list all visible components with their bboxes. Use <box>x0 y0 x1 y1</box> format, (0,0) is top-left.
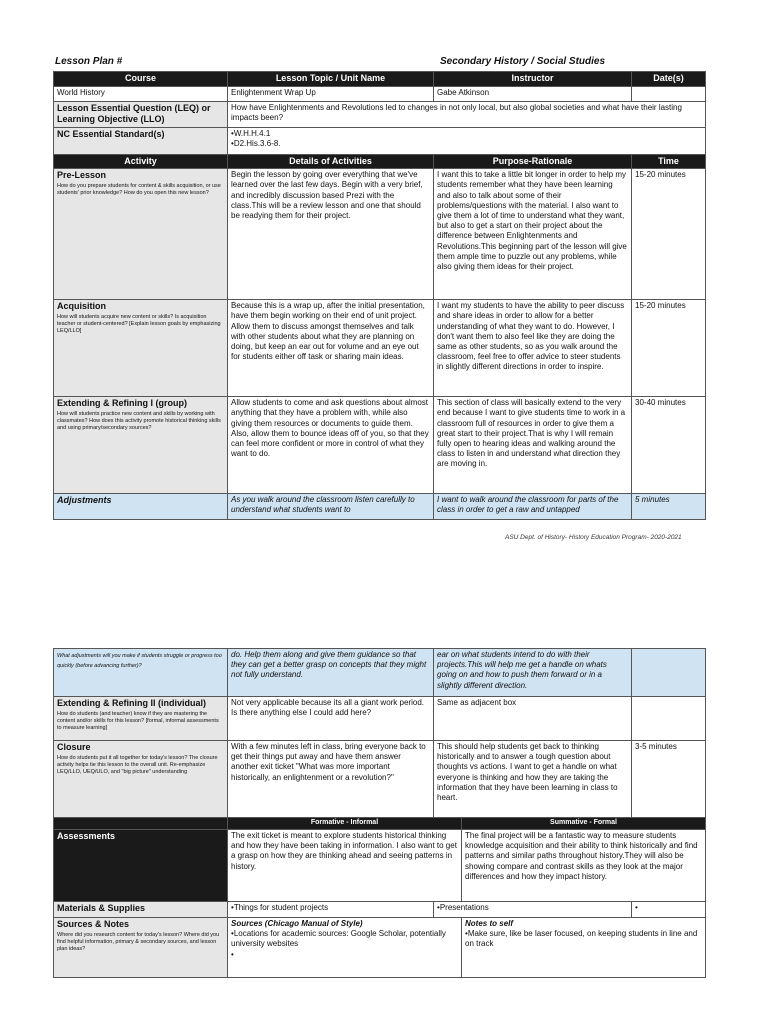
extend1-label: Extending & Refining I (group) How will students practice new content and skills by working with classmates? How does this activity promote historical thinking skills and using primary/secondary sources? <box>54 397 228 494</box>
adjustments-details-a: As you walk around the classroom listen carefully to understand what students want to <box>228 494 434 520</box>
topic-value: Enlightenment Wrap Up <box>228 86 434 101</box>
extend2-time <box>632 697 706 741</box>
prelesson-purpose: I want this to take a little bit longer in order to help my students remember what they have been learning and also to talk about some of their problems/questions with the material. I also want to give them a lot of time to understand what they want, but also to get a start on their project about the difference between Enlightenments and Revolutions.This beginning part of the lesson will give them ample time to puzzle out any problems, while also giving them ideas for their project. <box>434 169 632 300</box>
adjustments-details-b: do. Help them along and give them guidance so that they can get a better grasp on concepts that they might not fully understand. <box>228 649 434 697</box>
standards-value <box>228 127 706 154</box>
extend2-details: Not very applicable because its all a giant work period. Is there anything else I could add here? <box>228 697 434 741</box>
closure-label: Closure How do students put it all together for today's lesson? The closure activity helps tie this lesson to the overall unit. Re-emphasize LEQ/LLO, UEQ/ULO, and "big picture" understanding <box>54 741 228 818</box>
closure-details: With a few minutes left in class, bring everyone back to get their things put away and have them answer another exit ticket "What was more important historically, an enlightenment or a revolution?" <box>228 741 434 818</box>
adjustments-purpose-b: ear on what students intend to do with their projects.This will help me get a handle on whats going on and how to push them forward or in a slightly different direction. <box>434 649 632 697</box>
extend1-purpose: This section of class will basically extend to the very end because I want to give students time to work in a classroom full of resources in order to give them a great start to their project.That is why I will remain fully open to hearing ideas and walking around the class to listen in and understand what direction they are moving in. <box>434 397 632 494</box>
chicago-title: Sources (Chicago Manual of Style) <box>231 919 363 928</box>
instructor-value: Gabe Atkinson <box>434 86 632 101</box>
standard-item: • D2.His.3.6-8. <box>231 139 702 149</box>
note-item: • Make sure, like be laser focused, on keeping students in line and on track <box>465 929 702 949</box>
assessments-label: Assessments <box>54 830 228 902</box>
extend1-details: Allow students to come and ask questions about almost anything that they have a problem with, while also giving them resources or documents to guide them. Also, allow them to bounce ideas off of you, so that they can feel more confident or more in control of what they want to do. <box>228 397 434 494</box>
lesson-plan-table-page-1 <box>53 71 706 520</box>
source-item: • Locations for academic sources: Google Scholar, potentially university websites <box>231 929 458 949</box>
adjustments-label: Adjustments <box>54 494 228 520</box>
materials-item: • Things for student projects <box>228 902 434 918</box>
program-title: Secondary History / Social Studies <box>440 56 606 67</box>
details-header: Details of Activities <box>228 154 434 169</box>
extend2-label: Extending & Refining II (individual) How do students (and teacher) know if they are mastering the content and/or skills for this lesson? [formal, informal assessments to measure learning] <box>54 697 228 741</box>
closure-purpose: This should help students get back to thinking historically and to answer a tough question about thoughts vs actions. I want to get a handle on what everyone is thinking and how they are taking the information that they have been learning in class to heart. <box>434 741 632 818</box>
time-header: Time <box>632 154 706 169</box>
source-item <box>231 950 458 960</box>
instructor-header: Instructor <box>434 72 632 87</box>
formative-header: Formative - Informal <box>228 818 462 830</box>
sources-label: Sources & Notes Where did you research content for today's lesson? Where did you find helpful information, primary & secondary sources, and lesson plan ideas? <box>54 918 228 978</box>
notes-title: Notes to self <box>465 919 514 928</box>
extend2-purpose: Same as adjacent box <box>434 697 632 741</box>
prelesson-time: 15-20 minutes <box>632 169 706 300</box>
assess-header-blank <box>54 818 228 830</box>
closure-time: 3-5 minutes <box>632 741 706 818</box>
notes-to-self <box>462 918 706 978</box>
adjustments-sub: What adjustments will you make if students struggle or progress too quickly (before advancing further)? <box>54 649 228 697</box>
course-value: World History <box>54 86 228 101</box>
acquisition-label: Acquisition How will students acquire new content or skills? Is acquisition teacher or student-centered? [Explain lesson goals by emphasizing LEQ/LLO] <box>54 300 228 397</box>
acquisition-time: 15-20 minutes <box>632 300 706 397</box>
dates-value <box>632 86 706 101</box>
purpose-header: Purpose-Rationale <box>434 154 632 169</box>
dates-header: Date(s) <box>632 72 706 87</box>
prelesson-label: Pre-Lesson How do you prepare students for content & skills acquisition, or use students' prior knowledge? How do you open this new lesson? <box>54 169 228 300</box>
adjustments-time: 5 minutes <box>632 494 706 520</box>
leq-label: Lesson Essential Question (LEQ) or Learning Objective (LLO) <box>54 101 228 127</box>
materials-label: Materials & Supplies <box>54 902 228 918</box>
lesson-plan-number: Lesson Plan # <box>55 56 123 67</box>
adjustments-purpose-a: I want to walk around the classroom for parts of the class in order to get a raw and untapped <box>434 494 632 520</box>
summative-value: The final project will be a fantastic way to measure students knowledge acquisition and their ability to think historically and find patterns and similar paths throughout history.They will also be showing compare and contrast skills as they look at the major differences and how they impact history. <box>462 830 706 902</box>
summative-header: Summative - Formal <box>462 818 706 830</box>
acquisition-details: Because this is a wrap up, after the initial presentation, have them begin working on their end of unit project. Allow them to discuss amongst themselves and talk with other students about what they are planning on doing, but keep an ear out for volume and an eye out for students either off task or sharing main ideas. <box>228 300 434 397</box>
prelesson-details: Begin the lesson by going over everything that we've learned over the last few days. Begin with a very brief, and incredibly discussion based Prezi with the class.This will be a review lesson and one that should be readying them for their project. <box>228 169 434 300</box>
chicago-sources <box>228 918 462 978</box>
leq-value: How have Enlightenments and Revolutions led to changes in not only local, but also global societies and what have their lasting impacts been? <box>228 101 706 127</box>
topic-header: Lesson Topic / Unit Name <box>228 72 434 87</box>
course-header: Course <box>54 72 228 87</box>
materials-item <box>632 902 706 918</box>
standards-label: NC Essential Standard(s) <box>54 127 228 154</box>
adjustments-time-cont <box>632 649 706 697</box>
materials-item: • Presentations <box>434 902 632 918</box>
acquisition-purpose: I want my students to have the ability to peer discuss and share ideas in order to allow for a better understanding of what they want to do. However, I don't want them to also feel like they are doing the same as other students, so as you walk around the classroom, feel free to offer advice to steer students in slightly different directions in order to inspire. <box>434 300 632 397</box>
standard-item: • W.H.H.4.1 <box>231 129 702 139</box>
formative-value: The exit ticket is meant to explore students historical thinking and how they have been taking in information. I also want to get a grasp on how they are thinking ahead and seeing patterns in history. <box>228 830 462 902</box>
activity-header: Activity <box>54 154 228 169</box>
lesson-plan-table-page-2 <box>53 648 706 978</box>
extend1-time: 30-40 minutes <box>632 397 706 494</box>
page-footer: ASU Dept. of History- History Education Program- 2020-2021 <box>505 534 682 541</box>
